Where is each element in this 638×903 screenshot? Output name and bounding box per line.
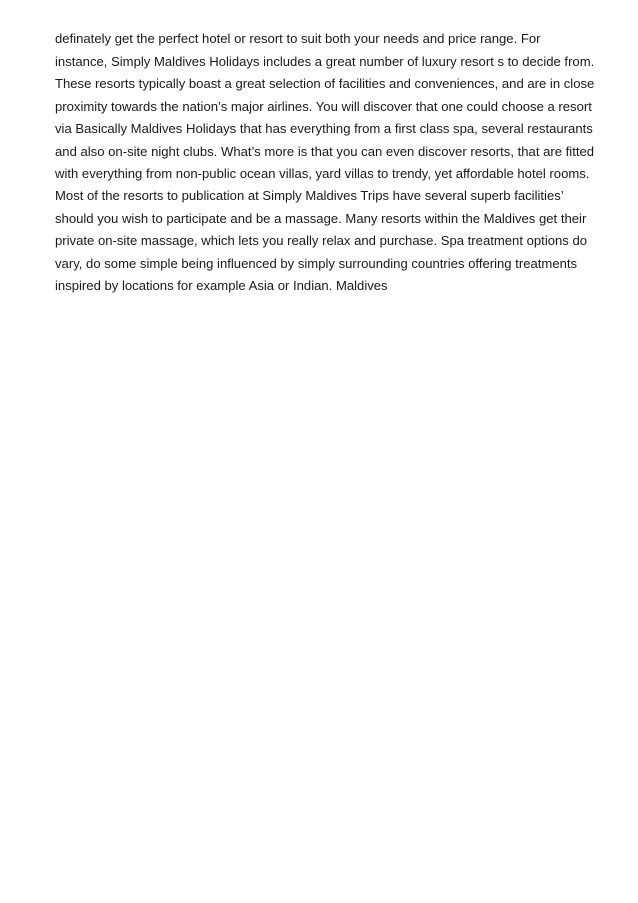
paragraph-line: and also on-site night clubs. What’s more is that you can even discover resorts, that are fitted xyxy=(55,143,595,159)
paragraph-line: These resorts typically boast a great selection of facilities and conveniences, and are in close xyxy=(55,76,595,91)
paragraph-1 xyxy=(55,28,595,186)
paragraph-line: should you wish to participate and be a massage. Many resorts within the Maldives get their xyxy=(55,210,587,226)
paragraph-line: with everything from non-public ocean villas, yard villas to trendy, yet affordable hotel rooms. xyxy=(55,166,590,181)
paragraph-line: Most of the resorts to publication at Simply Maldives Trips have several superb facilities’ xyxy=(55,188,564,203)
paragraph-line: private on-site massage, which lets you really relax and purchase. Spa treatment options do xyxy=(55,233,588,248)
paragraph-2 xyxy=(55,185,587,298)
paragraph-line: instance, Simply Maldives Holidays includes a great number of luxury resort s to decide from. xyxy=(55,53,595,69)
paragraph-line: vary, do some simple being influenced by simply surrounding countries offering treatments xyxy=(55,255,578,271)
paragraph-line: definately get the perfect hotel or resort to suit both your needs and price range. For xyxy=(55,31,541,46)
paragraph-line: inspired by locations for example Asia or Indian. Maldives xyxy=(55,278,388,293)
paragraph-line: via Basically Maldives Holidays that has everything from a first class spa, several restaurants xyxy=(55,121,593,136)
paragraph-line: proximity towards the nation’s major airlines. You will discover that one could choose a resort xyxy=(55,98,592,114)
